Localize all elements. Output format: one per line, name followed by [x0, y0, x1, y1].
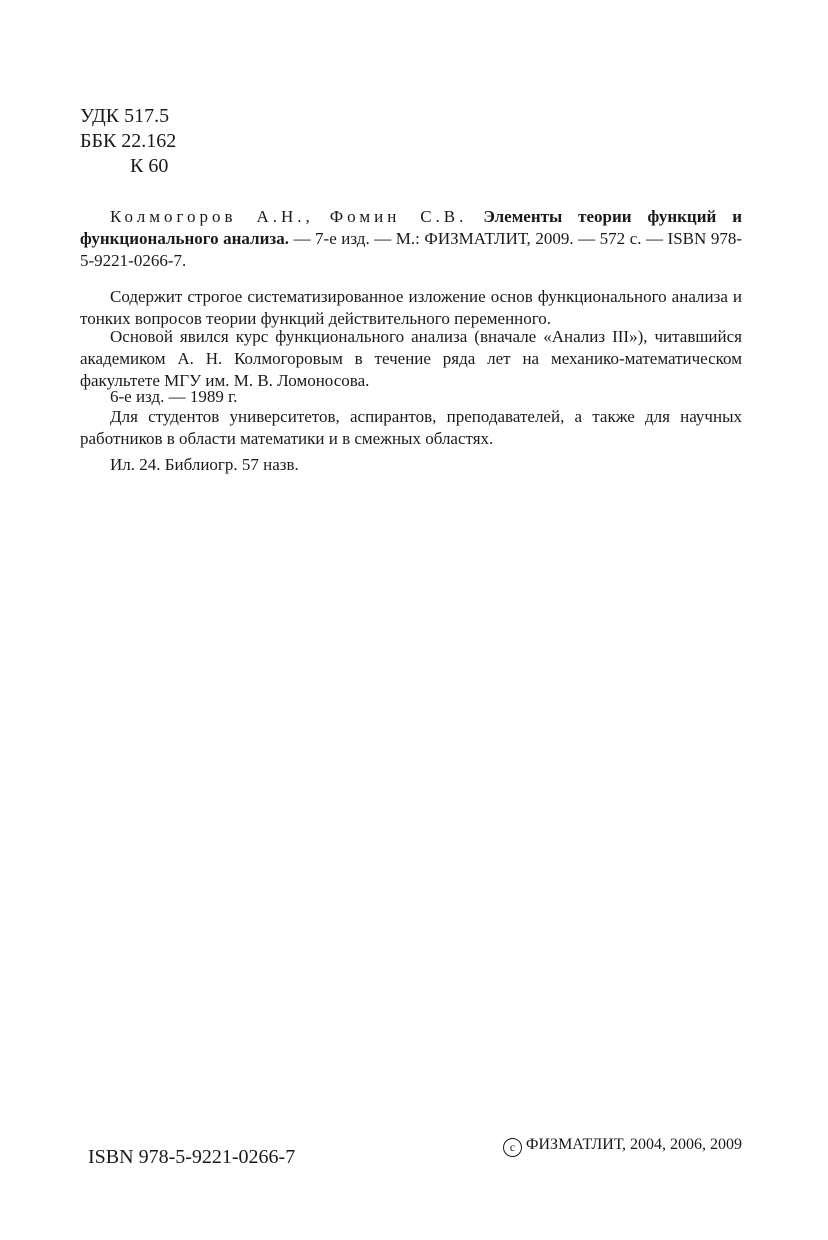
- annotation-paragraph-2: Основой явился курс функционального анализа (вначале «Анализ III»), читавшийся академиком А. Н. Колмогоровым в течение ряда лет на механико-математическом факультете МГУ им. М. В. Ломоносова.: [80, 327, 742, 390]
- udk-code: УДК 517.5: [80, 105, 170, 127]
- author-mark: К 60: [130, 155, 169, 177]
- copyright-text: ФИЗМАТЛИТ, 2004, 2006, 2009: [525, 1136, 742, 1153]
- annotation-audience: Для студентов университетов, аспирантов, преподавателей, а также для научных работников в области математики и в смежных областях.: [80, 407, 742, 448]
- annotation-paragraph-1: Содержит строгое систематизированное изложение основ функционального анализа и тонких вопросов теории функций действительного переменного.: [80, 287, 742, 328]
- citation-author-2: Фомин С.В.: [329, 207, 468, 226]
- annotation-illustrations: Ил. 24. Библиогр. 57 назв.: [110, 455, 299, 474]
- citation-details: — 7-е изд. — М.: ФИЗМАТЛИТ, 2009. — 572 с. — ISBN 978-5-9221-0266-7.: [80, 229, 742, 270]
- classification-codes: [80, 104, 176, 179]
- copyright-icon: c: [503, 1138, 522, 1157]
- citation-author-1: Колмогоров А.Н.,: [110, 207, 314, 226]
- citation: [80, 206, 742, 272]
- isbn-footer: ISBN 978-5-9221-0266-7: [88, 1146, 296, 1168]
- bbk-code: ББК 22.162: [80, 130, 177, 152]
- annotation-edition-note: 6-е изд. — 1989 г.: [110, 387, 238, 406]
- citation-title: Элементы теории функций и функционального анализа.: [80, 207, 743, 248]
- copyright-notice: [503, 1136, 742, 1157]
